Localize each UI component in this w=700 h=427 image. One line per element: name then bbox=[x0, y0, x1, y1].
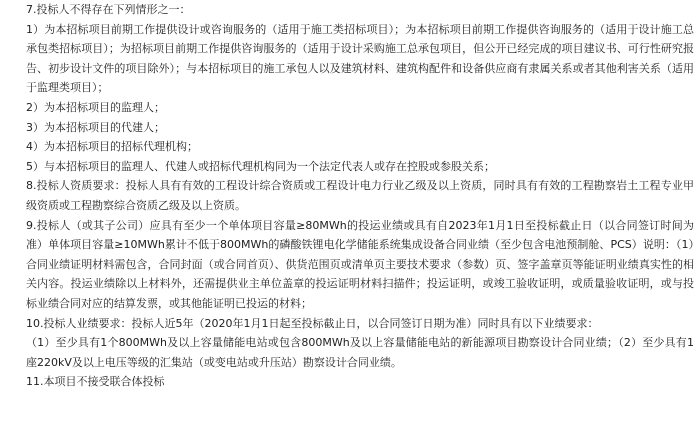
clause-7-item-4: 4）为本招标项目的招标代理机构； bbox=[26, 140, 198, 154]
clause-7-item-2: 2）为本招标项目的监理人； bbox=[26, 100, 165, 114]
clause-10-heading: 10.投标人业绩要求：投标人近5年（2020年1月1日起至投标截止日，以合同签订日期为准）同时具有以下业绩要求： bbox=[26, 316, 599, 330]
clause-9-performance: 9.投标人（或其子公司）应具有至少一个单体项目容量≥80MWh的投运业绩或具有自2023年1月1日至投标截止日（以合同签订时间为准）单体项目容量≥10MWh累计不低于800MWh的磷酸铁锂电化学储能系统集成设备合同业绩（至少包含电池预制舱、PCS）说明：（1）合同业绩证明材料需包含，合同封面（或合同首页）、供货范围页或清单页主要技术要求（参数）页、签字盖章页等能证明业绩真实性的相关内容。投运业绩除以上材料外，还需提供业主单位盖章的投运证明材料扫描件；投运证明，或竣工验收证明，或质量验收证明，或与投标业绩合同对应的结算发票，或其他能证明已投运的材料； bbox=[26, 218, 694, 310]
clause-11-consortium: 11.本项目不接受联合体投标 bbox=[26, 375, 165, 389]
clause-7-item-1: 1）为本招标项目前期工作提供设计或咨询服务的（适用于施工类招标项目）；为本招标项目前期工作提供咨询服务的（适用于设计施工总承包类招标项目）；为招标项目前期工作提供咨询服务的（适用于设计采购施工总承包项目，但公开已经完成的项目建议书、可行性研究报告、初步设计文件的项目除外）；与本招标项目的施工承包人以及建筑材料、建筑构配件和设备供应商有隶属关系或者其他利害关系（适用于监理类项目）； bbox=[26, 22, 694, 95]
clause-7-item-5: 5）与本招标项目的监理人、代建人或招标代理机构同为一个法定代表人或存在控股或参股关系； bbox=[26, 159, 495, 173]
clause-7-item-3: 3）为本招标项目的代建人； bbox=[26, 120, 165, 134]
clause-10-items: （1）至少具有1个800MWh及以上容量储能电站或包含800MWh及以上容量储能电站的新能源项目勘察设计合同业绩；（2）至少具有1座220kV及以上电压等级的汇集站（或变电站或升压站）勘察设计合同业绩。 bbox=[26, 336, 694, 369]
clause-7-heading: 7.投标人不得存在下列情形之一： bbox=[26, 3, 191, 16]
clause-8-qualification: 8.投标人资质要求：投标人具有有效的工程设计综合资质或工程设计电力行业乙级及以上资质，同时具有有效的工程勘察岩土工程专业甲级资质或工程勘察综合资质乙级及以上资质。 bbox=[26, 179, 694, 212]
